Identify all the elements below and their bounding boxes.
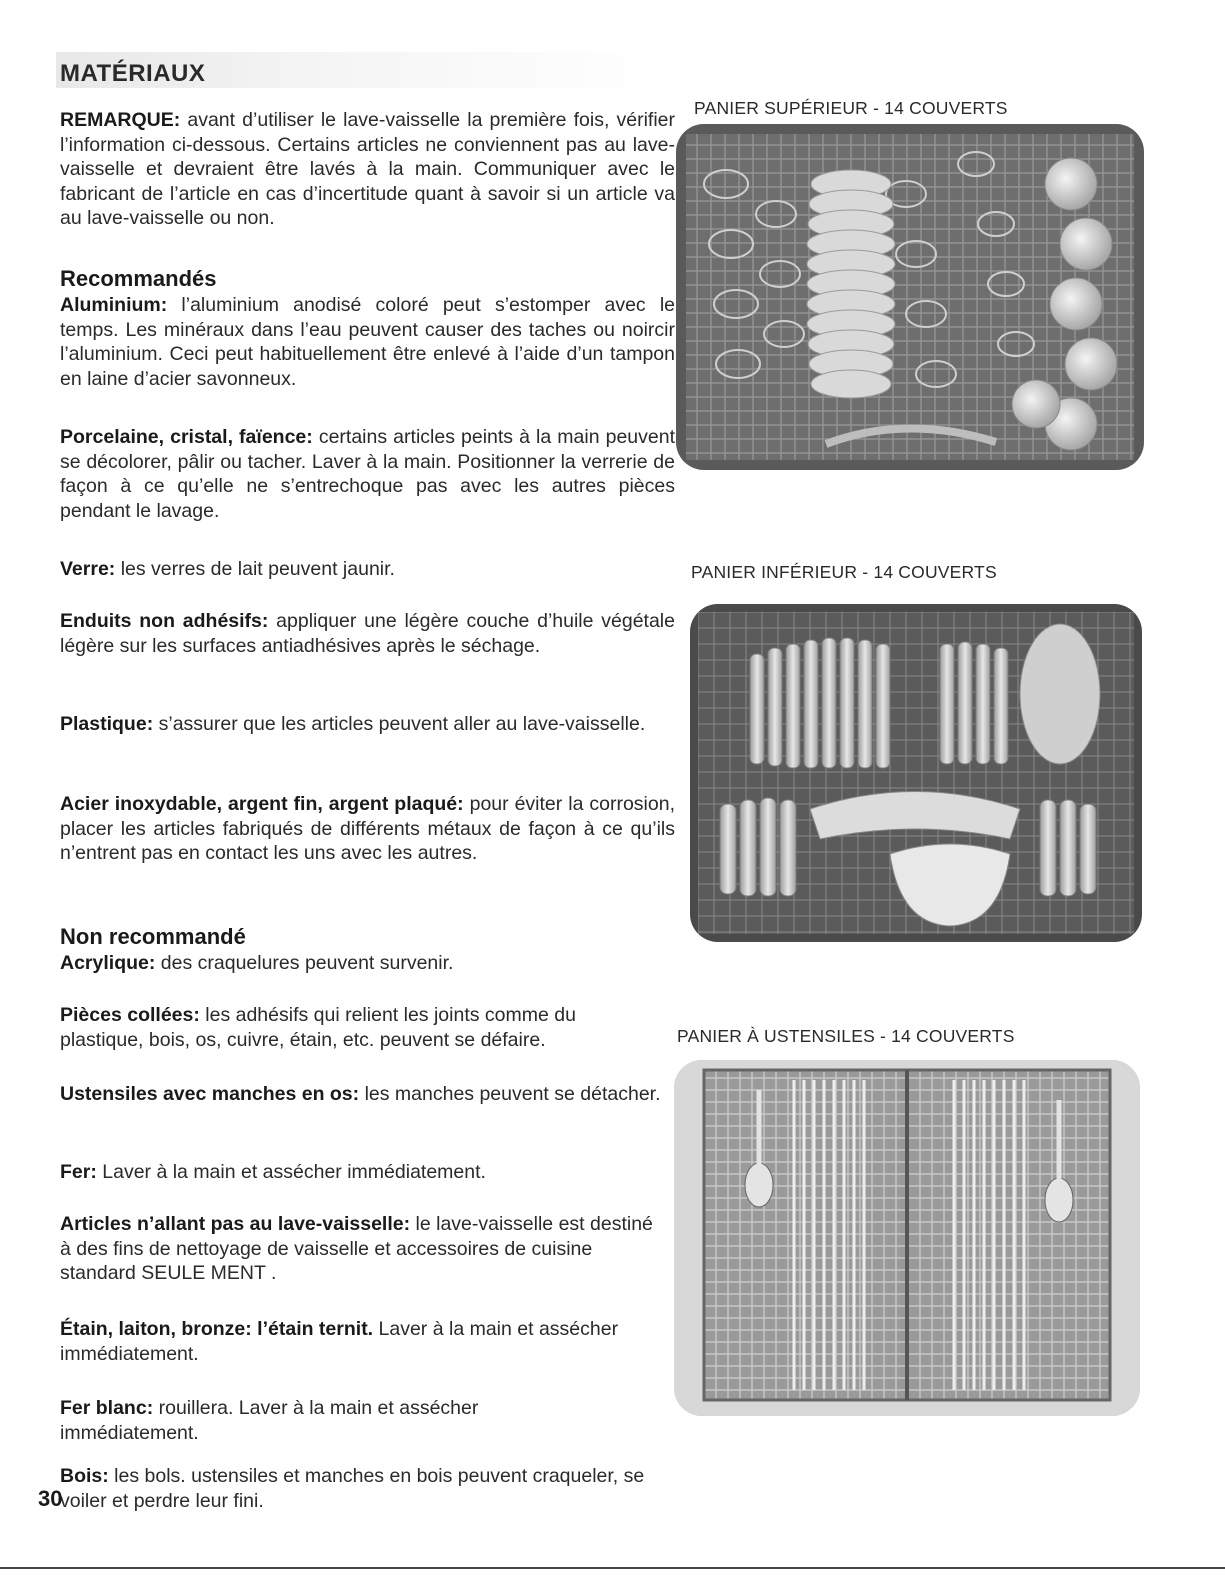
photo-lower-rack [690, 604, 1142, 942]
left-column [60, 0, 675, 1585]
item-etain [60, 1317, 640, 1366]
item-plastique [60, 712, 675, 737]
item-text: certains articles peints à la main peuvent se décolorer, pâlir ou tacher. Laver à la main. Positionner la verrerie de façon à ce qu’elle ne s’entrechoque pas avec les autres pièces pendant le lavage. [60, 426, 676, 522]
item-ustensiles-os [60, 1082, 680, 1107]
item-acrylique [60, 951, 675, 976]
item-text: l’aluminium anodisé coloré peut s’estomper avec le temps. Les minéraux dans l’eau peuvent causer des taches ou noircir l’aluminium. Ceci peut habituellement être enlevé à l’aide d’un tampon en laine d’acier savonneux. [60, 294, 675, 390]
item-lead: Étain, laiton, bronze: l’étain ternit. [60, 1318, 374, 1340]
item-text: les adhésifs qui relient les joints comme du plastique, bois, os, cuivre, étain, etc. peuvent se défaire. [60, 1004, 576, 1051]
item-lead: Acrylique: [60, 952, 156, 974]
not-recommended-heading: Non recommandé [60, 924, 246, 949]
item-text: les bols. ustensiles et manches en bois peuvent craqueler, se voiler et perdre leur fini. [60, 1465, 645, 1512]
photo-upper-rack [676, 124, 1144, 470]
item-text: des craquelures peuvent survenir. [155, 952, 454, 974]
utensil-basket-illustration [674, 1060, 1140, 1416]
lower-rack-illustration [690, 604, 1142, 942]
item-lead: Plastique: [60, 713, 154, 735]
caption-utensil-basket: PANIER À USTENSILES - 14 COUVERTS [677, 1026, 1015, 1046]
intro-lead: REMARQUE: [60, 109, 181, 131]
caption-upper-rack: PANIER SUPÉRIEUR - 14 COUVERTS [694, 98, 1008, 118]
intro-paragraph [60, 108, 675, 231]
item-text: les manches peuvent se détacher. [359, 1083, 661, 1105]
item-lead: Pièces collées: [60, 1004, 200, 1026]
item-lead: Ustensiles avec manches en os: [60, 1083, 360, 1105]
caption-lower-rack: PANIER INFÉRIEUR - 14 COUVERTS [691, 562, 997, 582]
item-lead: Fer: [60, 1161, 97, 1183]
item-text: Laver à la main et assécher immédiatement. [60, 1318, 619, 1365]
item-lead: Enduits non adhésifs: [60, 610, 269, 632]
item-aluminium [60, 293, 675, 391]
item-fer [60, 1160, 675, 1185]
photo-utensil-basket [674, 1060, 1140, 1416]
item-lead: Aluminium: [60, 294, 168, 316]
item-fer-blanc [60, 1396, 550, 1445]
item-pieces-collees [60, 1003, 650, 1052]
item-lead: Fer blanc: [60, 1397, 154, 1419]
item-text: Laver à la main et assécher immédiatement. [96, 1161, 486, 1183]
item-bois [60, 1464, 675, 1513]
item-text: le lave-vaisselle est destiné à des fins de nettoyage de vaisselle et accessoires de cuisine standard SEULE MENT . [60, 1213, 653, 1284]
section-title: MATÉRIAUX [60, 60, 206, 87]
intro-text: avant d’utiliser le lave-vaisselle la première fois, vérifier l’information ci-dessous. Certains articles ne conviennent pas au lave-vaisselle et devraient être lavés à la main. Communiquer avec le fabricant de l’article en cas d’incertitude quant à savoir si un article va au lave-vaisselle ou non. [60, 109, 675, 229]
item-lead: Porcelaine, cristal, faïence: [60, 426, 313, 448]
item-lead: Verre: [60, 558, 116, 580]
item-articles-non [60, 1212, 660, 1286]
item-lead: Bois: [60, 1465, 109, 1487]
item-text: s’assurer que les articles peuvent aller au lave-vaisselle. [153, 713, 646, 735]
item-lead: Acier inoxydable, argent fin, argent plaqué: [60, 793, 464, 815]
item-verre [60, 557, 675, 582]
item-acier [60, 792, 675, 866]
item-enduits [60, 609, 675, 658]
item-lead: Articles n’allant pas au lave-vaisselle: [60, 1213, 411, 1235]
upper-rack-illustration [676, 124, 1144, 470]
page-number: 30 [38, 1486, 63, 1511]
bottom-divider [0, 1567, 1225, 1569]
item-text: appliquer une légère couche d’huile végétale légère sur les surfaces antiadhésives après le séchage. [60, 610, 675, 657]
item-text: rouillera. Laver à la main et assécher immédiatement. [60, 1397, 479, 1444]
item-text: pour éviter la corrosion, placer les articles fabriqués de différents métaux de façon à ce qu’ils n’entrent pas en contact les uns avec les autres. [60, 793, 675, 864]
recommended-heading: Recommandés [60, 266, 217, 291]
item-text: les verres de lait peuvent jaunir. [115, 558, 395, 580]
item-porcelaine [60, 425, 675, 523]
